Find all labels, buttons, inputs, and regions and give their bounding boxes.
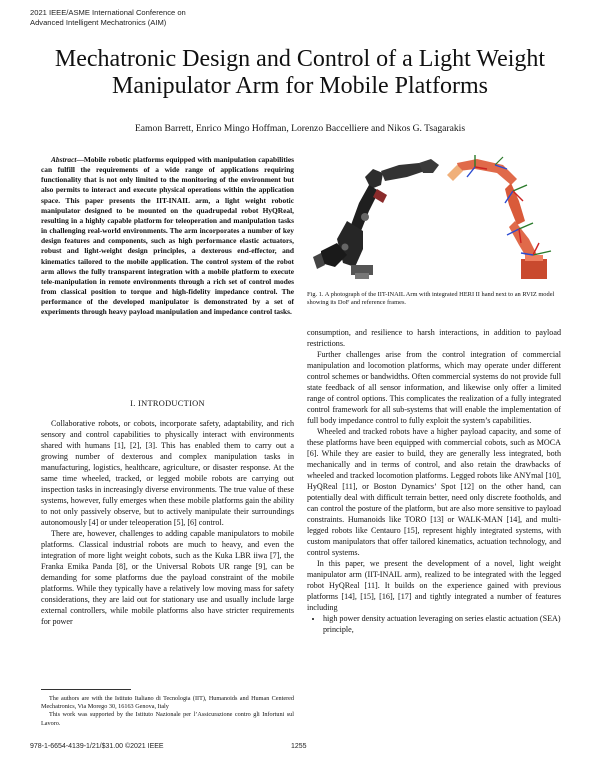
abstract-paragraph <box>41 155 294 318</box>
abstract-label: Abstract <box>51 155 77 164</box>
conference-line-1: 2021 IEEE/ASME International Conference on <box>30 8 186 17</box>
footnotes <box>41 695 294 728</box>
title-line-2: Manipulator Arm for Mobile Platforms <box>112 73 488 99</box>
author-list: Eamon Barrett, Enrico Mingo Hoffman, Lorenzo Baccelliere and Nikos G. Tsagarakis <box>134 123 466 134</box>
figure-caption: Fig. 1. A photograph of the IIT-INAIL Arm with integrated HERI II hand next to an RVIZ model showing its DoF and reference frames. <box>307 291 555 307</box>
intro-paragraph-2: There are, however, challenges to adding capable manipulators to mobile platforms. Classical industrial robots are much to heavy, and even the integration of more light weight cobots, such as the Kuka LBR iiwa [7], the Franka Emika Panda [8], or the Universal Robots UR range [9], can be demanding for some platforms due the payload constraint of the mobile platforms. While they typically have a relatively low moving mass for safety considerations, they are laid out for stationary use and usually include large external controllers, while mobile platforms also have stricter requirements for power <box>41 529 294 626</box>
page-number: 1255 <box>291 743 307 750</box>
footer-isbn: 978-1-6654-4139-1/21/$31.00 ©2021 IEEE <box>30 743 164 750</box>
title-line-1: Mechatronic Design and Control of a Light Weight <box>54 46 546 72</box>
conference-header <box>30 8 186 28</box>
right-column-body <box>307 327 561 635</box>
abstract-block <box>41 155 294 318</box>
feature-list <box>307 613 561 635</box>
intro-paragraph-1: Collaborative robots, or cobots, incorporate safety, adaptability, and rich sensory and control capabilities to physically interact with environments shared with humans [1], [2], [3]. This has enabled them to carry out a growing number of dexterous and complex manipulation tasks in manufacturing, logistics, healthcare, agriculture, or disaster response. At the same time wheeled, tracked, or legged mobile robots are carrying out inspection tasks in increasingly diverse environments. The true value of these systems, however, fully emerges when these mobile platforms gain the ability to not only passively observe, but to actively manipulate their surroundings autonomously [4] or under teleoperation [5], [6] control. <box>41 419 294 527</box>
right-paragraph-2: Further challenges arise from the control integration of commercial manipulation and locomotion platforms, which may operate under different control schemes or bandwidths. Often commercial systems do not provide full state feedback of all sensor information, and likewise only offer a limited range of control options. This complicates the realization of a fully integrated control framework for all sub-systems that will enable the implementation of full body impedance control to fully exploit the system’s capabilities. <box>307 350 561 425</box>
footnote-affiliation: The authors are with the Istituto Italiano di Tecnologia (IIT), Humanoids and Human Centered Mechatronics, Via Morego 30, 16163 Genova, Italy <box>41 695 294 711</box>
right-paragraph-4: In this paper, we present the development of a novel, light weight manipulator arm (IIT-INAIL arm), realized to be integrated with the legged robot HyQReal [11]. It builds on the experience gained with previous platforms [14], [15], [16], [17] and tightly integrated a number of features including <box>307 559 561 612</box>
abstract-text: —Mobile robotic platforms equipped with manipulation capabilities can fulfill the requirements of a wide range of applications requiring functionality that is not only limited to the monitoring of the environment but also permits to interact and execute physical operations within the application space. This paper presents the IIT-INAIL arm, a light weight robotic manipulator designed to be mounted on the quadrupedal robot HyQReal, resulting in a highly capable platform for teleoperation and manipulation tasks in challenging real-world environments. The arm incorporates a number of key design features and components, such as high performance elastic actuators, robust and light-weight design principles, a dexterous end-effector, and kinematics tailored to the mobile application. The control system of the robot arm allows the fully transparent integration with a mobile platform to execute tele-manipulation in remote environments through a rich set of control modes from classical position to torque and high-fidelity impedance control. The performance of the developed manipulator is demonstrated by a set of experiments through heavy payload manipulation and impedance control tasks. <box>41 155 294 317</box>
feature-list-item: • high power density actuation leveraging on series elastic actuation (SEA) principle, <box>323 613 561 635</box>
conference-line-2: Advanced Intelligent Mechatronics (AIM) <box>30 18 167 27</box>
right-paragraph-3: Wheeled and tracked robots have a higher payload capacity, and some of these platforms have been equipped with commercial cobots, such as MOCA [6]. While they are easier to build, they are generally less integrated, both mechanically and in terms of control, and also retain the drawbacks of wheeled and tracked locomotion platforms. Legged robots like ANYmal [10], HyQReal [11], or Boston Dynamics’ Spot [12] on the other hand, can potentially deal with difficult terrain better, need only discrete footholds, and can control the posture of the platform, but are also more sensitive to payload constraints. Humanoids like TORO [13] or WALK-MAN [14], and multi-legged robots like Centauro [15], represent highly integrated systems, with custom manipulators that offer tailored kinematics, actuation technology, and control systems. <box>307 427 561 557</box>
paper-title <box>0 46 600 100</box>
right-paragraph-1: consumption, and resilience to harsh interactions, in addition to payload restrictions. <box>307 328 561 348</box>
introduction-body <box>41 418 294 627</box>
section-heading-introduction: I. INTRODUCTION <box>130 399 205 408</box>
robot-arm-illustration <box>307 155 561 286</box>
footnote-rule <box>41 689 131 690</box>
figure-robot-arm <box>307 155 561 286</box>
footnote-funding: This work was supported by the Istituto Nazionale per l’Assicurazione contro gli Infortuni sul Lavoro. <box>41 711 294 727</box>
